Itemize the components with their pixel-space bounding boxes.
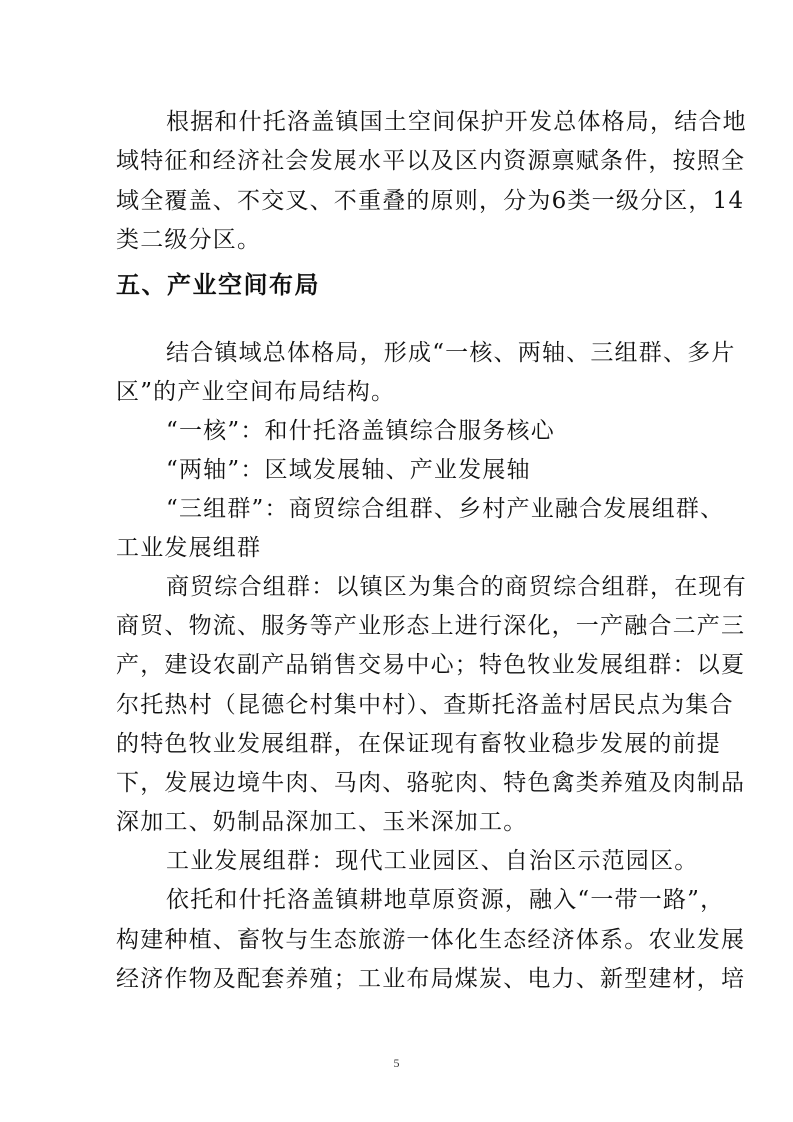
section-heading: 五、产业空间布局 bbox=[116, 271, 320, 299]
text-line: 域特征和经济社会发展水平以及区内资源禀赋条件，按照全 bbox=[116, 148, 746, 174]
text-line: 产，建设农副产品销售交易中心；特色牧业发展组群：以夏 bbox=[116, 652, 746, 678]
text-line: 商贸综合组群：以镇区为集合的商贸综合组群，在现有 bbox=[166, 574, 747, 600]
text-line: 经济作物及配套养殖；工业布局煤炭、电力、新型建材，培 bbox=[116, 966, 746, 992]
text-line: 依托和什托洛盖镇耕地草原资源，融入“一带一路”， bbox=[166, 887, 725, 913]
list-item: 工业发展组群 bbox=[116, 535, 262, 561]
list-item: “一核”：和什托洛盖镇综合服务核心 bbox=[166, 418, 555, 444]
text-line: 构建种植、畜牧与生态旅游一体化生态经济体系。农业发展 bbox=[116, 927, 746, 953]
text-line: 的特色牧业发展组群，在保证现有畜牧业稳步发展的前提 bbox=[116, 731, 721, 757]
list-item: “两轴”：区域发展轴、产业发展轴 bbox=[166, 457, 531, 483]
text-line: 尔托热村（昆德仑村集中村）、查斯托洛盖村居民点为集合 bbox=[116, 692, 734, 718]
text-line: 工业发展组群：现代工业园区、自治区示范园区。 bbox=[166, 848, 699, 874]
text-line: 域全覆盖、不交叉、不重叠的原则，分为6类一级分区，14 bbox=[116, 188, 745, 214]
text-line: 区”的产业空间布局结构。 bbox=[116, 379, 396, 405]
text-line: 深加工、奶制品深加工、玉米深加工。 bbox=[116, 809, 528, 835]
text-line: 下，发展边境牛肉、马肉、骆驼肉、特色禽类养殖及肉制品 bbox=[116, 770, 746, 796]
text-line: 商贸、物流、服务等产业形态上进行深化，一产融合二产三 bbox=[116, 613, 746, 639]
text-line: 结合镇域总体格局，形成“一核、两轴、三组群、多片 bbox=[166, 340, 736, 366]
text-line: 根据和什托洛盖镇国土空间保护开发总体格局，结合地 bbox=[166, 109, 747, 135]
list-item: “三组群”：商贸综合组群、乡村产业融合发展组群、 bbox=[166, 496, 725, 522]
text-line: 类二级分区。 bbox=[116, 227, 262, 253]
page-number: 5 bbox=[393, 1056, 400, 1070]
